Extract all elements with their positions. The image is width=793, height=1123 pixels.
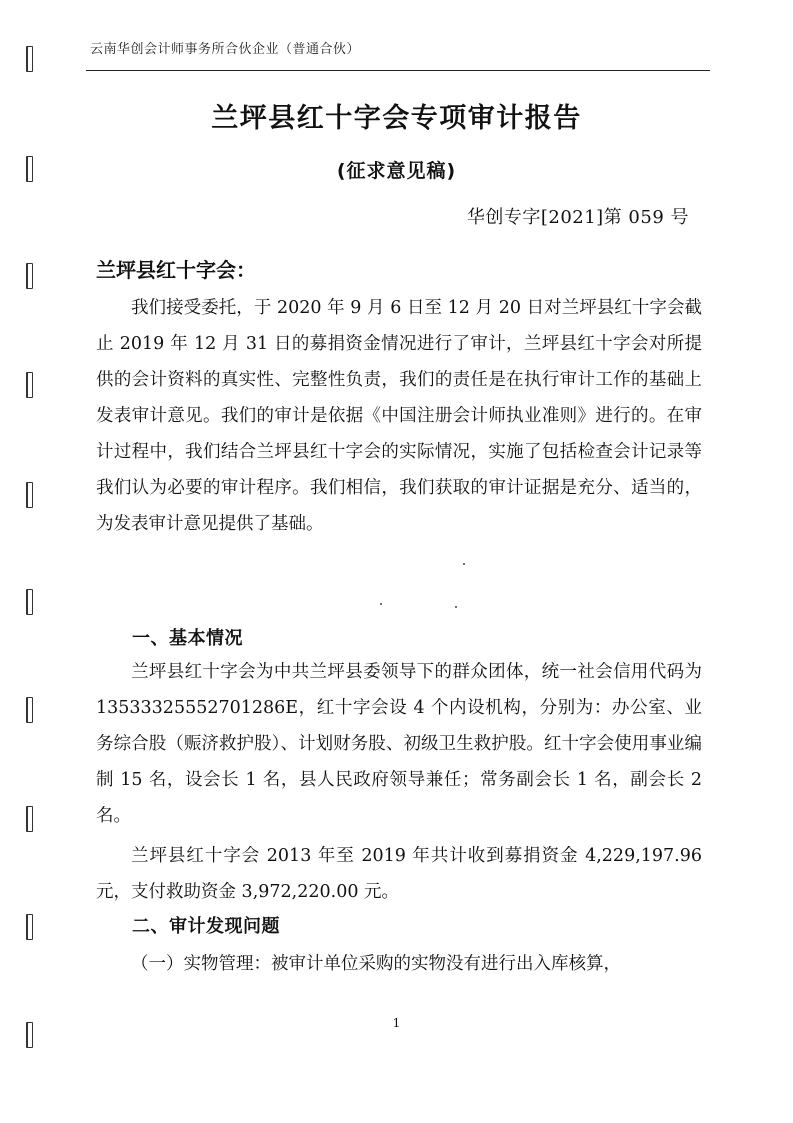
binding-hole-mark: [26, 263, 33, 289]
section-heading-basic-info: 一、基本情况: [132, 628, 243, 649]
binding-hole-mark: [26, 482, 33, 508]
paragraph-engagement: 我们接受委托，于 2020 年 9 月 6 日至 12 月 20 日对兰坪县红十字会截止 2019 年 12 月 31 日的募捐资金情况进行了审计，兰坪县红十字会对所提供的会计资料的真实性、完整性负责，我们的责任是在执行审计工作的基础上发表审计意见。我们的审计是依据《中国注册会计师执业准则》进行的。在审计过程中，我们结合兰坪县红十字会的实际情况，实施了包括检查会计记录等我们认为必要的审计程序。我们相信，我们获取的审计证据是充分、适当的，为发表审计意见提供了基础。: [96, 298, 702, 534]
binding-hole-mark: [26, 46, 33, 72]
binding-hole-mark: [26, 697, 33, 723]
document-number: 华创专字[2021]第 059 号: [466, 207, 689, 228]
binding-hole-mark: [26, 589, 33, 615]
page-number: 1: [392, 1016, 401, 1030]
binding-hole-mark: [26, 372, 33, 398]
paragraph-findings-1: （一）实物管理：被审计单位采购的实物没有进行出入库核算，: [131, 954, 621, 974]
firm-header: 云南华创会计师事务所合伙企业（普通合伙）: [90, 42, 361, 57]
addressee: 兰坪县红十字会：: [96, 258, 256, 282]
scan-speck: [455, 606, 457, 608]
report-title: 兰坪县红十字会专项审计报告: [211, 103, 582, 134]
scan-speck: [463, 563, 465, 565]
paragraph-basic-info: 兰坪县红十字会为中共兰坪县委领导下的群众团体，统一社会信用代码为 13533325552701286E，红十字会设 4 个内设机构，分别为：办公室、业务综合股（赈济救护股）、计划财务股、初级卫生救护股。红十字会使用事业编制 15 名，设会长 1 名，县人民政府领导兼任；常务副会长 1 名，副会长 2 名。: [96, 662, 702, 826]
section-heading-findings: 二、审计发现问题: [132, 916, 280, 937]
scan-speck: [380, 603, 382, 605]
header-rule: [86, 70, 710, 71]
paragraph-funds: 兰坪县红十字会 2013 年至 2019 年共计收到募捐资金 4,229,197.96 元，支付救助资金 3,972,220.00 元。: [96, 846, 702, 902]
report-subtitle: (征求意见稿): [336, 160, 457, 182]
binding-hole-mark: [26, 914, 33, 940]
binding-hole-mark: [26, 806, 33, 832]
